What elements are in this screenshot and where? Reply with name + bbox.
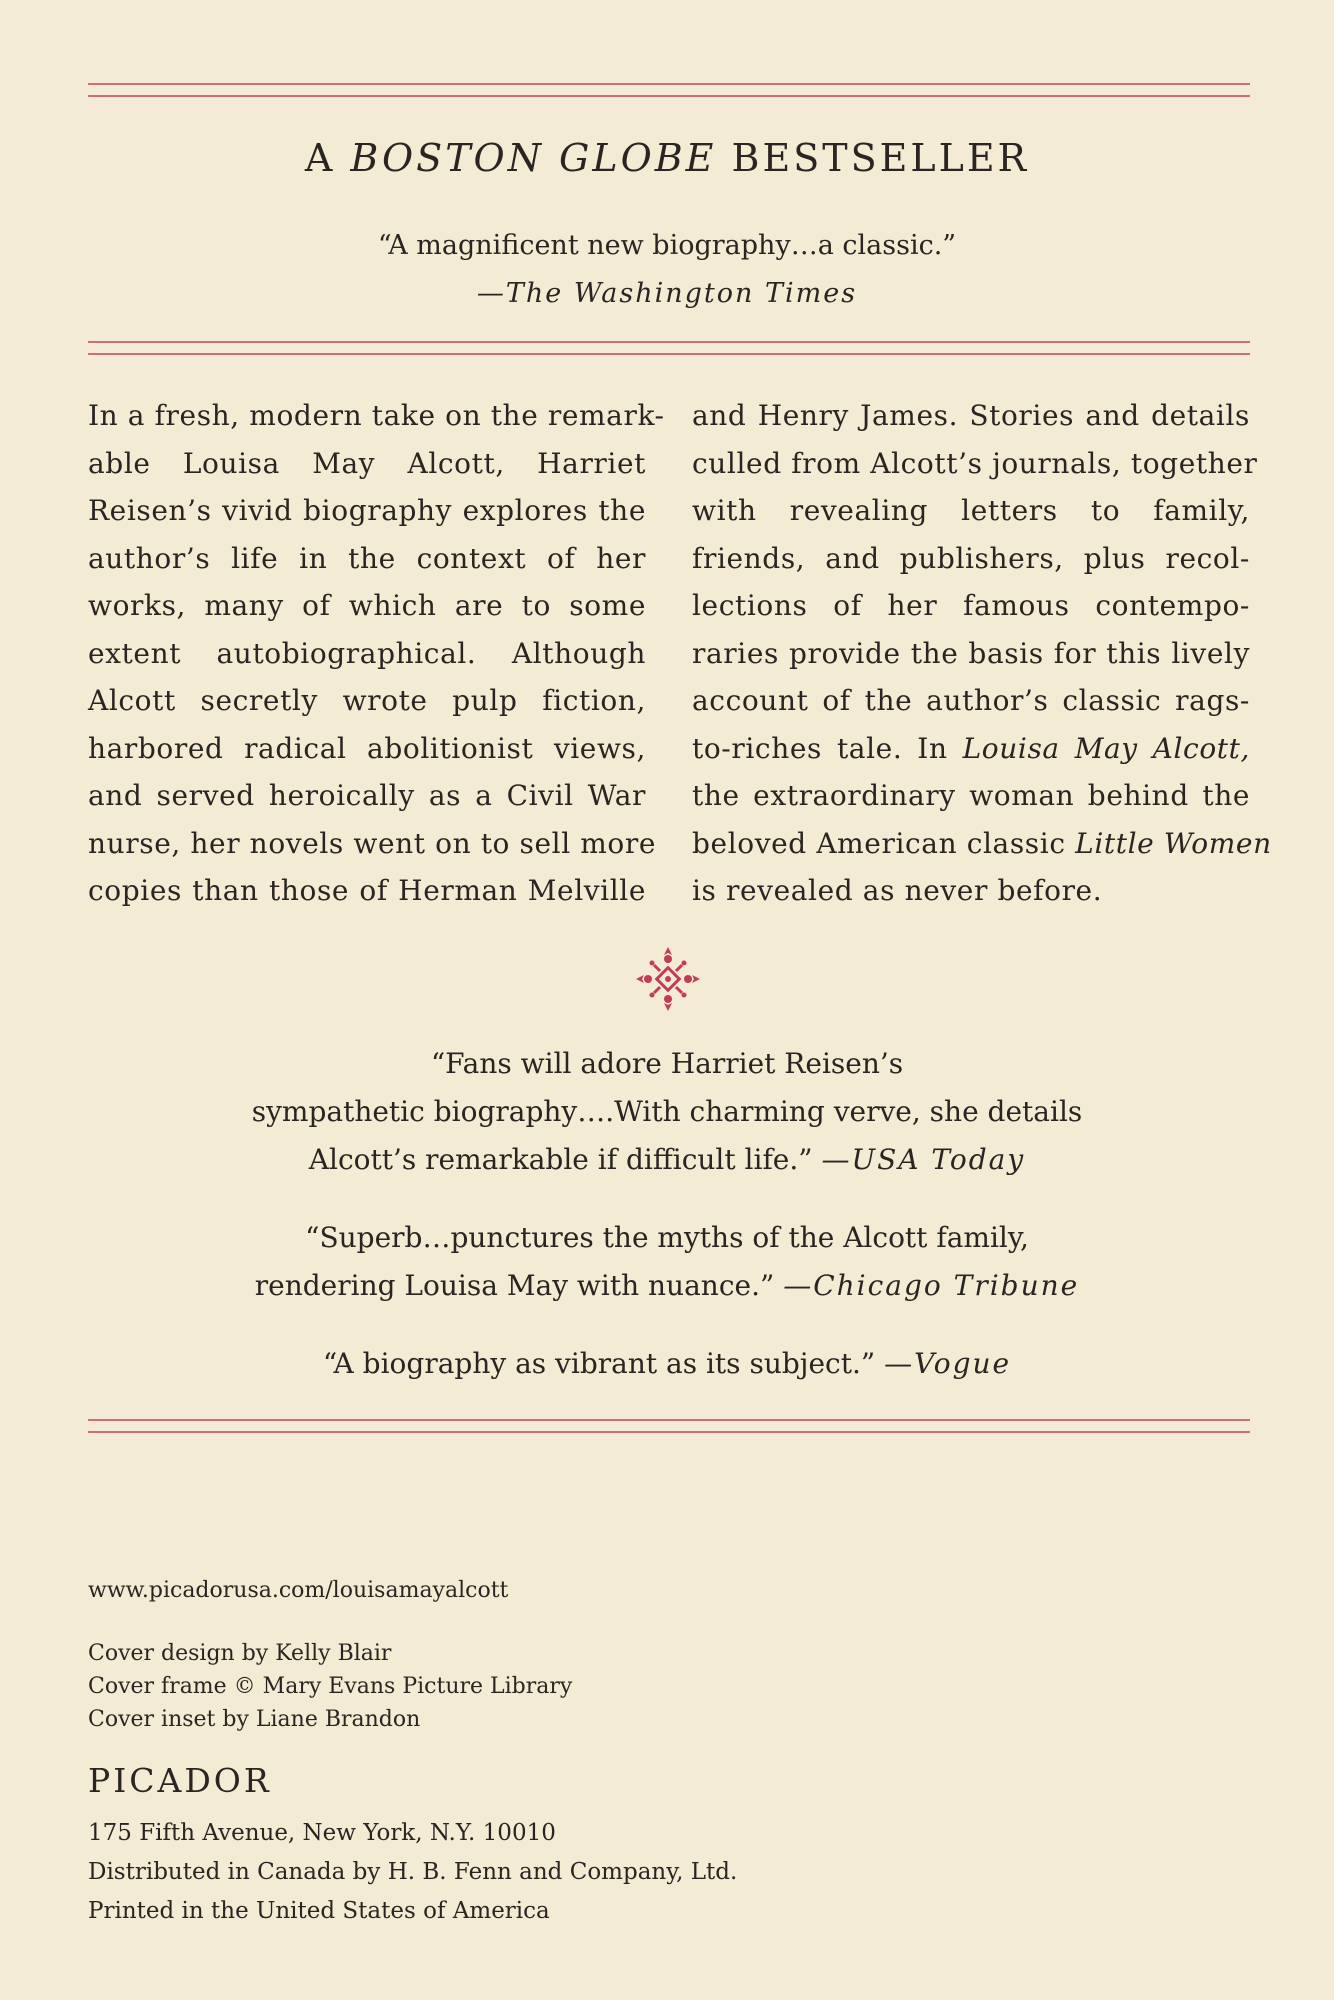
- credit-line: Cover design by Kelly Blair: [88, 1641, 392, 1666]
- body-line: lections of her famous contempo-: [692, 589, 1250, 622]
- body-line: extent autobiographical. Although: [88, 636, 646, 670]
- body-line: Reisen’s vivid biography explores the: [88, 494, 646, 527]
- body-text: to-riches tale. In: [692, 731, 948, 765]
- body-line: the extraordinary woman behind the: [692, 779, 1250, 812]
- review-text: rendering Louisa May with nuance.”: [254, 1269, 775, 1302]
- review-source: —Vogue: [884, 1347, 1012, 1380]
- description-right-column: [692, 392, 1272, 915]
- body-line: Alcott secretly wrote pulp fiction,: [88, 684, 646, 717]
- body-line-with-title: [692, 820, 1272, 868]
- review-source: —USA Today: [821, 1143, 1026, 1176]
- headline-publication: BOSTON GLOBE: [350, 136, 717, 180]
- address-line: 175 Fifth Avenue, New York, N.Y. 10010: [88, 1820, 556, 1846]
- body-line: and Henry James. Stories and details: [692, 399, 1250, 432]
- body-line: with revealing letters to family,: [692, 494, 1250, 527]
- review-line: sympathetic biography….With charming verve, she details: [251, 1095, 1083, 1128]
- body-line: account of the author’s classic rags-: [692, 684, 1250, 717]
- middle-double-rule: [88, 341, 1250, 355]
- body-line: raries provide the basis for this lively: [692, 636, 1250, 670]
- review-line-with-source: [0, 1340, 1334, 1388]
- body-line: able Louisa May Alcott, Harriet: [88, 446, 646, 480]
- body-line: culled from Alcott’s journals, together: [692, 446, 1258, 480]
- featured-quote-text: “A magnificent new biography…a classic.”: [377, 230, 957, 261]
- body-line: friends, and publishers, plus recol-: [692, 541, 1250, 575]
- book-title: Louisa May Alcott,: [962, 731, 1250, 765]
- bottom-double-rule: [88, 1419, 1250, 1433]
- credit-line: Cover inset by Liane Brandon: [88, 1707, 421, 1732]
- review-line: “Superb…punctures the myths of the Alcott family,: [305, 1221, 1029, 1254]
- address-line: Printed in the United States of America: [88, 1898, 550, 1924]
- review-quotes: [0, 1040, 1334, 1388]
- body-line: works, many of which are to some: [88, 589, 646, 622]
- body-line: harbored radical abolitionist views,: [88, 731, 646, 765]
- review-source: —Chicago Tribune: [783, 1269, 1080, 1302]
- review-line: “Fans will adore Harriet Reisen’s: [430, 1047, 904, 1080]
- headline-suffix: BESTSELLER: [731, 136, 1030, 180]
- publisher-name: PICADOR: [88, 1761, 272, 1800]
- bestseller-headline: [0, 136, 1334, 180]
- review-line-with-source: [0, 1136, 1334, 1184]
- featured-quote-attribution: —The Washington Times: [476, 278, 858, 309]
- publisher-address: [88, 1814, 737, 1931]
- address-line: Distributed in Canada by H. B. Fenn and Company, Ltd.: [88, 1859, 738, 1885]
- top-double-rule: [88, 83, 1250, 97]
- body-text: beloved American classic: [692, 826, 1066, 860]
- body-line: nurse, her novels went on to sell more: [88, 826, 657, 860]
- body-line: author’s life in the context of her: [88, 541, 646, 575]
- featured-quote: [0, 222, 1334, 318]
- body-line: and served heroically as a Civil War: [88, 779, 646, 812]
- credit-line: Cover frame © Mary Evans Picture Library: [88, 1674, 573, 1699]
- review-line-with-source: [0, 1262, 1334, 1310]
- body-line: is revealed as never before.: [692, 874, 1103, 907]
- body-line: In a fresh, modern take on the remark-: [88, 399, 665, 432]
- headline-prefix: A: [304, 136, 336, 180]
- body-line-with-title: [692, 725, 1250, 773]
- body-line: copies than those of Herman Melville: [88, 874, 646, 907]
- floral-ornament-icon: [634, 945, 702, 1013]
- publisher-url: www.picadorusa.com/louisamayalcott: [88, 1578, 509, 1603]
- review-text: Alcott’s remarkable if difficult life.”: [308, 1143, 813, 1176]
- description-left-column: [88, 392, 665, 915]
- cover-credits: [88, 1637, 572, 1736]
- book-title: Little Women: [1075, 826, 1272, 860]
- review-text: “A biography as vibrant as its subject.”: [322, 1347, 876, 1380]
